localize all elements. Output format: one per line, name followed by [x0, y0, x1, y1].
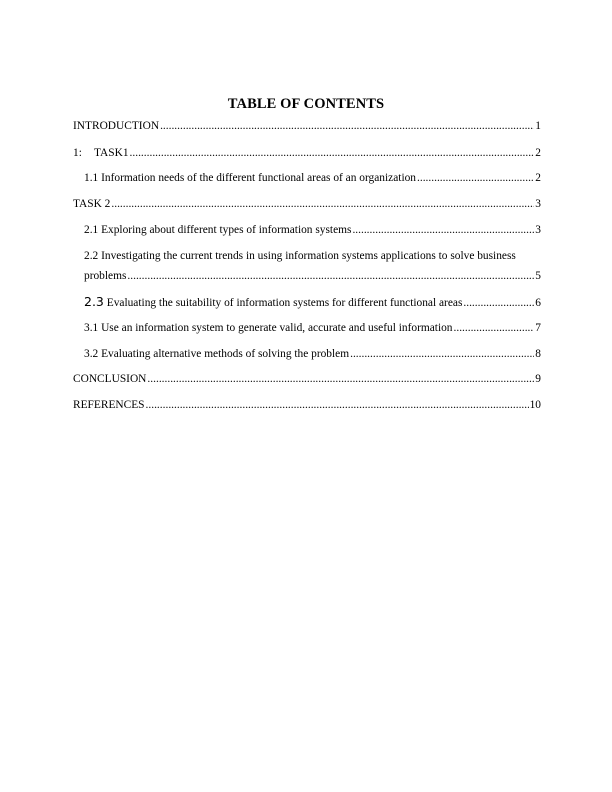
toc-entry-text: problems — [84, 270, 127, 282]
toc-page-number: 2 — [535, 147, 541, 159]
toc-entry-text: Evaluating the suitability of information systems for different functional areas — [103, 297, 463, 309]
toc-entry-text: 3.1 Use an information system to generate valid, accurate and useful information — [84, 322, 453, 334]
toc-page-number: 5 — [535, 270, 541, 282]
toc-entry-text: 2.1 Exploring about different types of information systems — [84, 224, 352, 236]
toc-entry-text: 3.2 Evaluating alternative methods of solving the problem — [84, 348, 350, 360]
toc-page-number: 6 — [535, 297, 541, 309]
dot-leader — [147, 372, 534, 386]
toc-entry-text: 1.1 Information needs of the different functional areas of an organization — [84, 172, 417, 184]
toc-page-number: 3 — [535, 224, 541, 236]
toc-page-number: 7 — [535, 322, 541, 334]
toc-entry-number: 2.3 — [84, 294, 104, 309]
toc-entry-task2[interactable] — [73, 197, 541, 211]
toc-entry-introduction[interactable] — [73, 119, 541, 133]
toc-page-number: 10 — [529, 399, 541, 411]
dot-leader — [454, 321, 535, 335]
toc-page-number: 9 — [535, 373, 541, 385]
toc-entry-text: CONCLUSION — [73, 373, 147, 385]
toc-entry-text: REFERENCES — [73, 399, 145, 411]
toc-entry-1-1[interactable] — [73, 171, 541, 185]
toc-entry-text: INTRODUCTION — [73, 120, 160, 132]
dot-leader — [160, 119, 534, 133]
toc-entry-text: TASK 2 — [73, 198, 111, 210]
toc-entry-text: TASK1 — [94, 147, 129, 159]
toc-entry-2-2[interactable] — [73, 269, 541, 283]
toc-page-number: 2 — [535, 172, 541, 184]
toc-page-number: 1 — [535, 120, 541, 132]
dot-leader — [417, 171, 534, 185]
toc-entry-2-1[interactable] — [73, 223, 541, 237]
toc-entry-3-2[interactable] — [73, 347, 541, 361]
toc-title: TABLE OF CONTENTS — [227, 96, 385, 112]
dot-leader — [463, 296, 534, 310]
toc-entry-task1[interactable] — [73, 146, 541, 160]
toc-entry-3-1[interactable] — [73, 321, 541, 335]
toc-page-number: 8 — [535, 348, 541, 360]
toc-entry-references[interactable] — [73, 398, 541, 412]
dot-leader — [352, 223, 534, 237]
toc-page-number: 3 — [535, 198, 541, 210]
dot-leader — [111, 197, 534, 211]
toc-entry-2-2-line1[interactable]: 2.2 Investigating the current trends in using information systems applications to solve business — [84, 250, 516, 262]
toc-entry-number: 1: — [73, 147, 82, 159]
toc-entry-conclusion[interactable] — [73, 372, 541, 386]
toc-entry-2-3[interactable] — [73, 295, 541, 310]
dot-leader — [146, 398, 529, 412]
dot-leader — [127, 269, 534, 283]
dot-leader — [130, 146, 535, 160]
dot-leader — [350, 347, 534, 361]
